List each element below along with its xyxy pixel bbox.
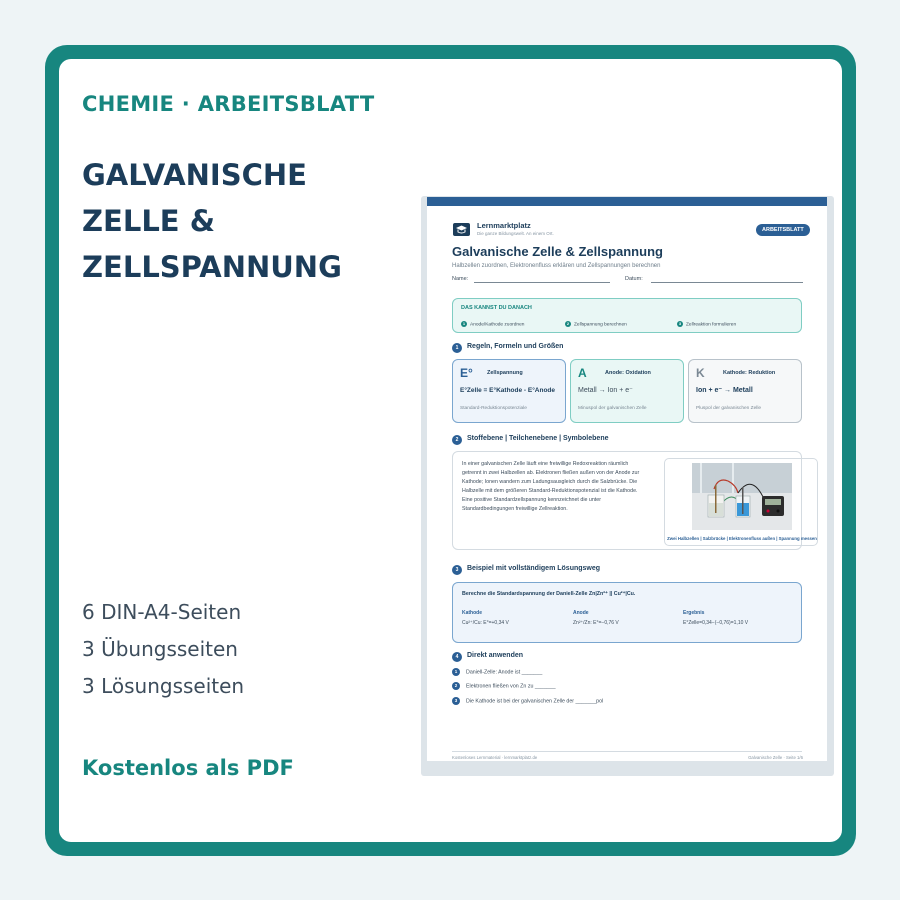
galvanic-cell-photo: [692, 463, 792, 530]
formula-symbol: K: [696, 366, 705, 380]
task-item: 1 Daniell-Zelle: Anode ist _______: [452, 668, 542, 676]
worksheet-title: Galvanische Zelle & Zellspannung: [452, 244, 663, 259]
formula-note: Minuspol der galvanischen Zelle: [578, 406, 647, 411]
example-col-head: Ergebnis: [683, 610, 705, 616]
name-line: [474, 282, 610, 283]
facts-list: [82, 594, 244, 705]
worksheet-badge: ARBEITSBLATT: [756, 224, 810, 236]
formula-note: Standard-Reduktionspotenziale: [460, 406, 527, 411]
formula-symbol: E°: [460, 366, 473, 380]
formula-symbol: A: [578, 366, 587, 380]
formula-name: Kathode: Reduktion: [723, 370, 776, 376]
goal-item: 2 Zellspannung berechnen: [566, 321, 627, 328]
footer-right: Galvanische Zelle · Seite 1/6: [748, 755, 803, 760]
photo-caption: Zwei Halbzellen | Salzbrücke | Elektronenfluss außen | Spannung messen: [667, 536, 817, 541]
footer-divider: [452, 751, 802, 752]
fact-exercises: 3 Übungsseiten: [82, 637, 238, 661]
fact-solutions: 3 Lösungsseiten: [82, 674, 245, 698]
example-col-value: Zn²⁺/Zn: E°=−0,76 V: [573, 620, 619, 626]
formula-text: Metall → Ion + e⁻: [578, 387, 633, 394]
task-item: 3 Die Kathode ist bei der galvanischen Zelle der _______pol: [452, 697, 603, 705]
formula-card-anode: [570, 359, 684, 423]
section-heading: Stoffebene | Teilchenebene | Symbolebene: [467, 435, 609, 442]
goal-item: 3 Zellreaktion formulieren: [678, 321, 737, 328]
task-item: 2 Elektronen fließen von Zn zu _______: [452, 682, 556, 690]
example-col-head: Kathode: [462, 610, 482, 616]
footer-left: Kostenloses Lernmaterial · lernmarktplatz.de: [452, 755, 538, 760]
section-heading: Direkt anwenden: [467, 652, 524, 659]
date-line: [651, 282, 803, 283]
fact-pages: 6 DIN-A4-Seiten: [82, 600, 242, 624]
formula-text: E°Zelle = E°Kathode - E°Anode: [460, 387, 556, 394]
explanation-box: [452, 451, 817, 550]
section-number: 3: [452, 565, 462, 575]
formula-card-cathode: [688, 359, 802, 423]
formula-note: Pluspol der galvanischen Zelle: [696, 406, 762, 411]
cover-title: GALVANISCHE ZELLE & ZELLSPANNUNG: [82, 158, 342, 284]
worksheet-preview: [427, 197, 827, 761]
photo-figure: [664, 458, 818, 546]
section-number: 1: [452, 343, 462, 353]
learning-goals-box: [452, 298, 802, 333]
example-col-value: E°Zelle=0,34−(−0,76)=1,10 V: [683, 620, 749, 626]
formula-name: Zellspannung: [487, 370, 523, 376]
example-question: Berechne die Standardspannung der Daniell-Zelle Zn|Zn²⁺ || Cu²⁺|Cu.: [462, 591, 636, 597]
formula-card-cell-voltage: [452, 359, 566, 423]
explanation-text: In einer galvanischen Zelle läuft eine freiwillige Redoxreaktion räumlich getrennt in zwei Halbzellen ab. Elektronen fließen außen von der Anode zur Kathode; Ionen wandern zum Ladungsausgleich durch die Salzbrücke. Die Halbzelle mit dem größeren Standard-Reduktionspotenzial ist die Kathode. Eine positive Standardzellspannung kennzeichnet die unter Standardbedingungen freiwillige Zellreaktion.: [462, 461, 640, 512]
brand-tagline: Die ganze Bildungswelt. An einem Ort.: [477, 231, 554, 236]
goals-heading: DAS KANNST DU DANACH: [461, 305, 532, 311]
date-label: Datum:: [625, 276, 643, 282]
formula-text: Ion + e⁻ → Metall: [696, 387, 753, 394]
goal-item: 1 Anode/Kathode zuordnen: [462, 321, 525, 328]
worked-example-box: [452, 582, 802, 643]
free-pdf-label: Kostenlos als PDF: [82, 756, 294, 780]
brand-name: Lernmarktplatz: [477, 221, 531, 230]
section-heading: Regeln, Formeln und Größen: [467, 343, 564, 350]
example-col-value: Cu²⁺/Cu: E°=+0,34 V: [462, 620, 509, 626]
name-label: Name:: [452, 276, 469, 282]
example-col-head: Anode: [573, 610, 589, 616]
section-number: 2: [452, 435, 462, 445]
worksheet-subtitle: Halbzellen zuordnen, Elektronenfluss erklären und Zellspannungen berechnen: [452, 263, 661, 269]
logo-icon: [453, 223, 470, 236]
section-heading: Beispiel mit vollständigem Lösungsweg: [467, 565, 601, 572]
formula-name: Anode: Oxidation: [605, 370, 651, 376]
section-number: 4: [452, 652, 462, 662]
subject-kicker: CHEMIE · ARBEITSBLATT: [82, 92, 375, 116]
